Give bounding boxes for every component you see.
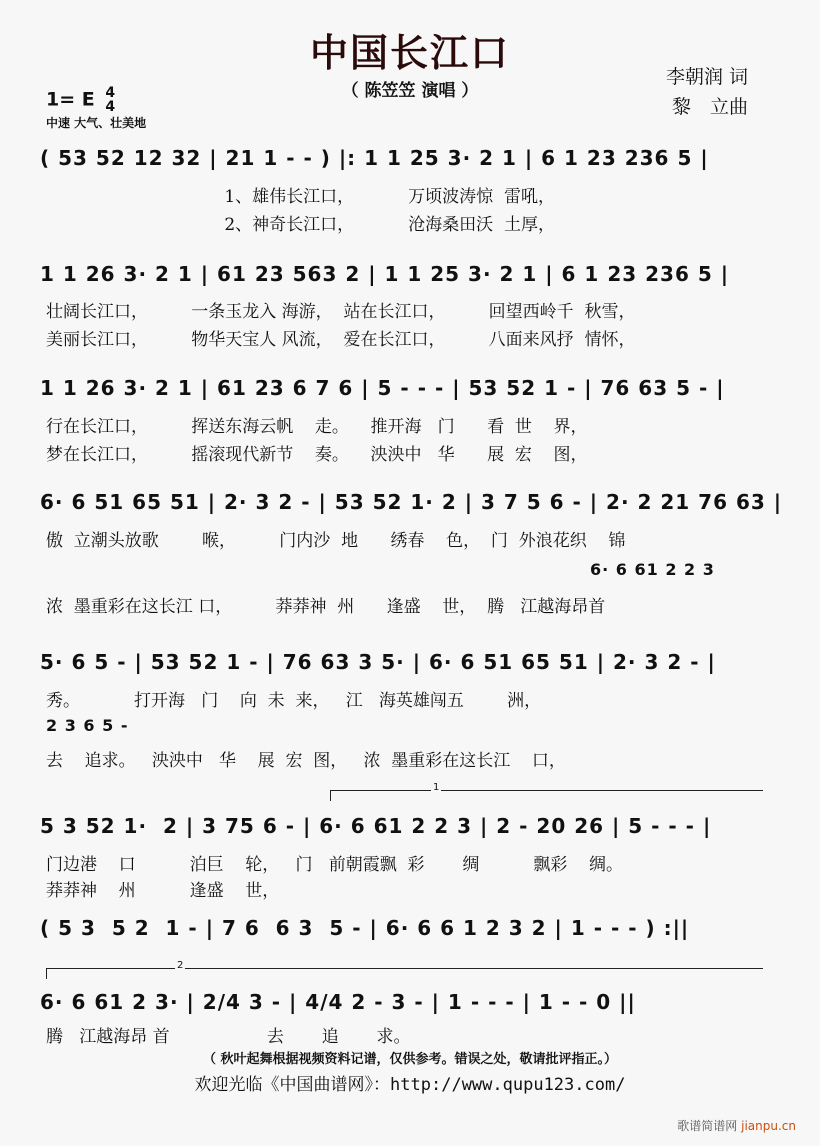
volta-bracket-1 <box>330 782 763 801</box>
notation-line-8-ending: 6· 6 61 2 3· | 2/4 3 - | 4/4 2 - 3 - | 1 - - - | 1 - - 0 || <box>40 990 636 1014</box>
notation-line-6: 5 3 52 1· 2 | 3 75 6 - | 6· 6 61 2 2 3 | 2 - 20 26 | 5 - - - | <box>40 814 712 838</box>
welcome-banner: 欢迎光临《中国曲谱网》：http://www.qupu123.com/ <box>194 1075 626 1095</box>
watermark-en: jianpu.cn <box>741 1119 796 1133</box>
alt-notation-line-5: 2 3 6 5 - <box>46 716 129 735</box>
volta-number: 1 <box>433 782 440 793</box>
lyrics-line-4-verse-1: 傲 立潮头放歌 喉， 门内沙 地 绣春 色， 门 外浪花织 锦 <box>46 531 626 551</box>
watermark <box>677 1117 796 1134</box>
volta-bracket-2 <box>46 960 763 979</box>
time-signature <box>105 86 115 114</box>
song-title: 中国长江口 <box>309 31 510 75</box>
lyrics-line-3-verse-2: 梦在长江口， 摇滚现代新节 奏。 泱泱中 华 展 宏 图， <box>46 445 588 465</box>
lyrics-line-6-verse-2: 莽莽神 州 逢盛 世， <box>46 881 280 901</box>
notation-line-2: 1 1 26 3· 2 1 | 61 23 563 2 | 1 1 25 3· 2 1 | 6 1 23 236 5 | <box>40 262 730 286</box>
lyrics-line-5-verse-2: 去 追求。 泱泱中 华 展 宏 图， 浓 墨重彩在这长江 口， <box>46 751 566 771</box>
lyrics-line-8: 腾 江越海昂 首 去 追 求。 <box>46 1027 411 1047</box>
lyrics-line-3-verse-1: 行在长江口， 挥送东海云帆 走。 推开海 门 看 世 界， <box>46 417 588 437</box>
watermark-cn: 歌谱简谱网 <box>677 1119 738 1133</box>
key-label: 1= E <box>46 88 95 111</box>
notation-line-3: 1 1 26 3· 2 1 | 61 23 6 7 6 | 5 - - - | 53 52 1 - | 76 63 5 - | <box>40 376 725 400</box>
time-sig-bottom: 4 <box>105 99 116 115</box>
volta-number: 2 <box>177 960 184 971</box>
lyrics-line-1-verse-2: 2、神奇长江口， 沧海桑田沃 土厚， <box>46 215 555 235</box>
alt-notation-line-4: 6· 6 61 2 2 3 <box>590 560 715 579</box>
lyricist-credit: 李朝润 词 <box>665 66 748 88</box>
tempo-marking: 中速 大气、壮美地 <box>46 116 147 130</box>
notation-line-7-interlude: ( 5 3 5 2 1 - | 7 6 6 3 5 - | 6· 6 6 1 2 3 2 | 1 - - - ) :|| <box>40 916 690 940</box>
time-sig-top: 4 <box>105 85 116 101</box>
transcription-note: （ 秋叶起舞根据视频资料记谱，仅供参考。错误之处，敬请批评指正。） <box>202 1052 618 1067</box>
composer-credit: 黎 立曲 <box>671 96 748 118</box>
notation-line-1: ( 53 52 12 32 | 21 1 - - ) |: 1 1 25 3· 2 1 | 6 1 23 236 5 | <box>40 146 709 170</box>
lyrics-line-5-verse-1: 秀。 打开海 门 向 未 来， 江 海英雄闯五 洲， <box>46 691 542 711</box>
singer-credit: （ 陈笠笠 演唱 ） <box>341 81 479 101</box>
notation-line-4: 6· 6 51 65 51 | 2· 3 2 - | 53 52 1· 2 | 3 7 5 6 - | 2· 2 21 76 63 | <box>40 490 783 514</box>
notation-line-5: 5· 6 5 - | 53 52 1 - | 76 63 3 5· | 6· 6 51 65 51 | 2· 3 2 - | <box>40 650 716 674</box>
key-signature <box>46 86 115 114</box>
lyrics-line-1-verse-1: 1、雄伟长江口， 万顷波涛惊 雷吼， <box>46 187 555 207</box>
lyrics-line-2-verse-1: 壮阔长江口， 一条玉龙入 海游， 站在长江口， 回望西岭千 秋雪， <box>46 302 636 322</box>
lyrics-line-2-verse-2: 美丽长江口， 物华天宝人 风流， 爱在长江口， 八面来风抒 情怀， <box>46 330 636 350</box>
lyrics-line-6-verse-1: 门边港 口 泊巨 轮， 门 前朝霞飘 彩 绸 飘彩 绸。 <box>46 855 623 875</box>
lyrics-line-4-verse-2: 浓 墨重彩在这长江 口， 莽莽神 州 逢盛 世， 腾 江越海昂首 <box>46 597 606 617</box>
